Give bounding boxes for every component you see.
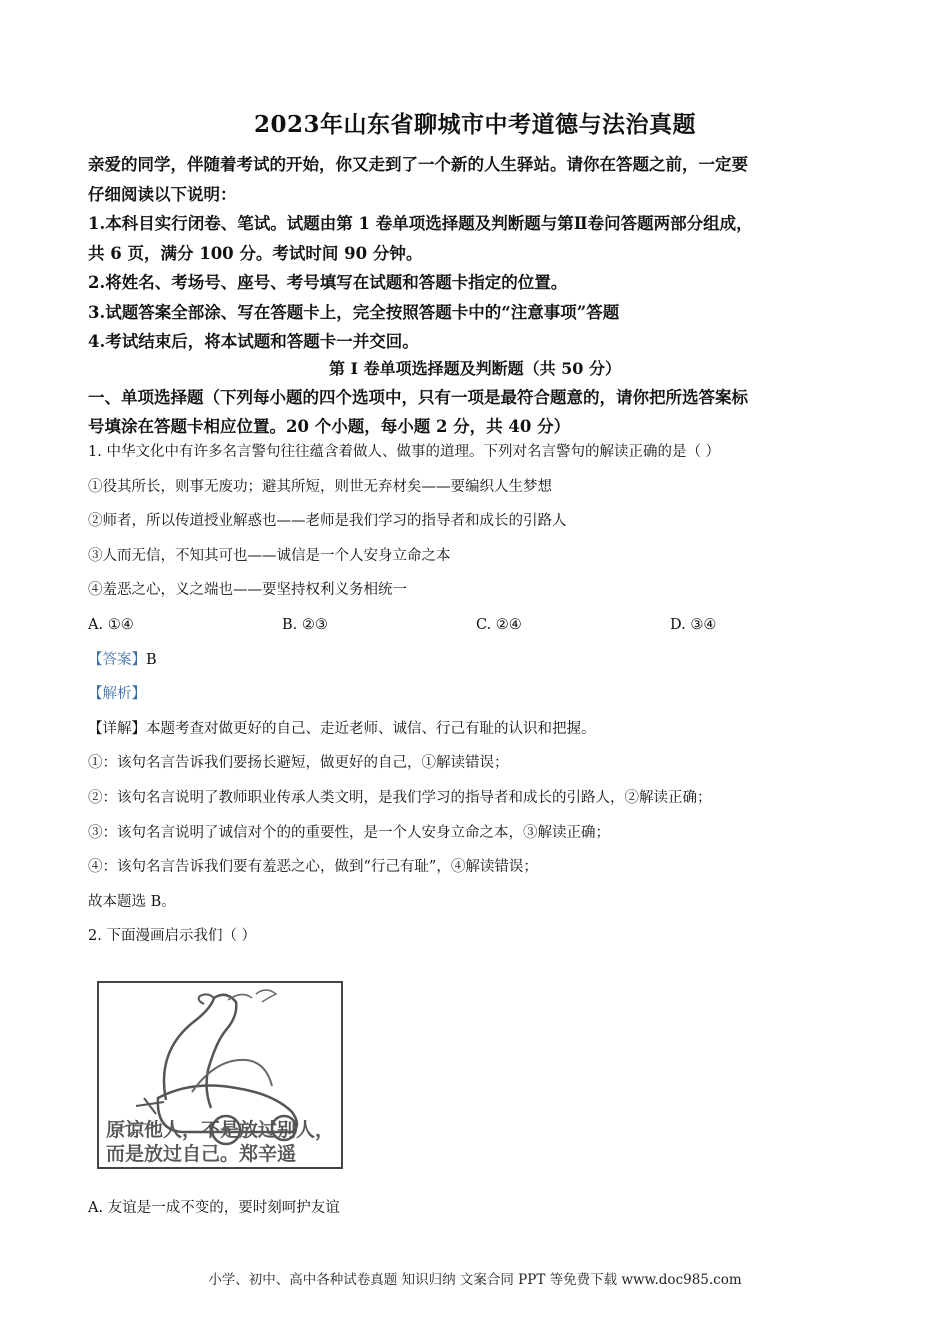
q1-answer — [88, 648, 878, 683]
part-heading — [88, 383, 868, 441]
q1-stem: 1. 中华文化中有许多名言警句往往蕴含着做人、做事的道理。下列对名言警句的解读正确的是（ ） — [88, 444, 721, 460]
instruction-line: 仔细阅读以下说明： — [88, 184, 237, 204]
q1-explanation: ③：该句名言说明了诚信对个的的重要性，是一个人安身立命之本，③解读正确； — [88, 824, 610, 841]
q1-options — [88, 613, 878, 648]
instruction-line: 亲爱的同学，伴随着考试的开始，你又走到了一个新的人生驿站。请你在答题之前，一定要 — [88, 155, 748, 174]
q2-stem: 2. 下面漫画启示我们（ ） — [88, 928, 257, 945]
q1-statement: ④羞恶之心，义之端也——要坚持权利义务相统一 — [88, 582, 407, 599]
q1-explanation: ④：该句名言告诉我们要有羞恶之心，做到“行己有耻”，④解读错误； — [88, 859, 538, 876]
q1-option-b: B. ②③ — [282, 616, 328, 633]
instruction-line: 3.试题答案全部涂、写在答题卡上，完全按照答题卡中的“注意事项”答题 — [88, 302, 620, 322]
section-heading: 第 I 卷单项选择题及判断题（共 50 分） — [328, 359, 622, 378]
question-body — [88, 440, 878, 959]
part-heading-line: 一、单项选择题（下列每小题的四个选项中，只有一项是最符合题意的，请你把所选答案标 — [88, 388, 748, 407]
cartoon-caption-line: 而是放过自己。郑辛遥 — [106, 1143, 297, 1165]
instructions — [88, 150, 868, 357]
page-title: 2023年山东省聊城市中考道德与法治真题 — [253, 111, 696, 138]
instruction-line: 1.本科目实行闭卷、笔试。试题由第 1 卷单项选择题及判断题与第Ⅱ卷问答题两部分组成， — [88, 214, 753, 233]
q2-option-a: A. 友谊是一成不变的，要时刻呵护友谊 — [88, 1200, 340, 1216]
q1-conclusion: 故本题选 B。 — [88, 893, 176, 910]
q1-statement: ③人而无信，不知其可也——诚信是一个人安身立命之本 — [88, 547, 451, 564]
q1-statement: ①役其所长，则事无废功；避其所短，则世无弃材矣——要编织人生梦想 — [88, 478, 552, 495]
q1-option-a: A. ①④ — [88, 616, 134, 633]
q1-statement: ②师者，所以传道授业解惑也——老师是我们学习的指导者和成长的引路人 — [88, 513, 567, 530]
q1-explanation: ①：该句名言告诉我们要扬长避短，做更好的自己，①解读错误； — [88, 755, 509, 772]
answer-tag: 【答案】 — [88, 651, 146, 668]
instruction-line: 2.将姓名、考场号、座号、考号填写在试题和答题卡指定的位置。 — [88, 273, 568, 292]
part-heading-line: 号填涂在答题卡相应位置。20 个小题，每小题 2 分，共 40 分） — [88, 417, 571, 436]
cartoon-caption-line: 原谅他人，不是放过别人， — [106, 1119, 335, 1141]
instruction-line: 4.考试结束后，将本试题和答题卡一并交回。 — [88, 332, 419, 351]
instruction-line: 共 6 页，满分 100 分。考试时间 90 分钟。 — [88, 243, 423, 263]
q1-explanation: ②：该句名言说明了教师职业传承人类文明，是我们学习的指导者和成长的引路人，②解读正确； — [88, 789, 712, 806]
answer-value: B — [146, 651, 157, 668]
q1-detail: 【详解】本题考查对做更好的自己、走近老师、诚信、行己有耻的认识和把握。 — [88, 720, 596, 737]
cartoon-image — [96, 980, 344, 1170]
q1-option-c: C. ②④ — [476, 616, 522, 633]
analysis-tag: 【解析】 — [88, 686, 146, 703]
q1-option-d: D. ③④ — [670, 616, 717, 633]
page-footer: 小学、初中、高中各种试卷真题 知识归纳 文案合同 PPT 等免费下载 www.doc985.com — [208, 1272, 742, 1288]
